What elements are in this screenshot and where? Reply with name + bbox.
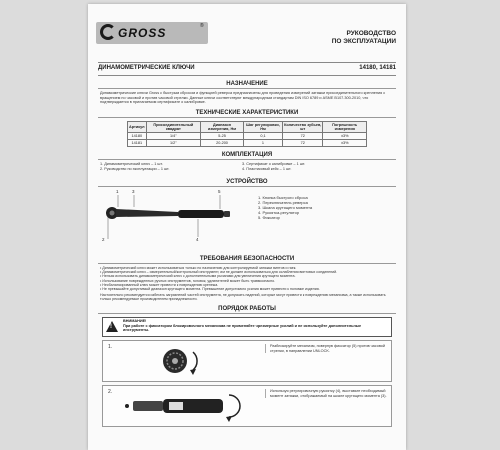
list-item: 5. Фиксатор: [258, 214, 280, 220]
kit-column-left: [100, 162, 169, 172]
knob-center: [172, 358, 178, 364]
manual-page: [88, 4, 406, 450]
rotate-arrow-icon: [229, 395, 240, 417]
specs-col-teeth: Количество зубьев, шт: [284, 122, 322, 131]
list-item: • Несбалансированный ключ может привести к повреждению крепежа.: [100, 282, 219, 287]
table-cell: ±3%: [323, 132, 367, 139]
product-title: ДИНАМОМЕТРИЧЕСКИЕ КЛЮЧИ: [98, 65, 195, 71]
set-torque-illustration: [113, 387, 263, 425]
list-item: 1. Кнопка быстрого сброса: [258, 194, 308, 200]
specs-col-step: Шаг регулировки, Нм: [243, 121, 282, 132]
list-item: • Использование поврежденных ручных инструментов, головок, удлинителей может быть травмоопасно.: [100, 278, 276, 283]
list-item: • Динамометрический ключ может использоваться только по назначению для контролируемой затяжки винтов и гаек.: [100, 265, 297, 270]
device-callouts: [258, 195, 312, 220]
logo-trademark: ®: [200, 23, 204, 29]
kit-heading: КОМПЛЕКТАЦИЯ: [98, 152, 396, 160]
table-cell: 72: [283, 139, 323, 146]
callout-number: 3: [132, 188, 135, 194]
arrow-head-icon: [226, 416, 232, 422]
list-item: • Динамометрический ключ – измерительный/контрольный инструмент, им не должен использоваться для ослабления винтовых соединений.: [100, 270, 338, 275]
step-text: Разблокируйте механизм, повернув фиксатор (5) против часовой стрелки, в направлении UNLOCK.: [265, 344, 387, 353]
list-item: Настоятельно рекомендуется избегать загрязнений частей инструмента, не допускать падений, которые могут привести к повреждению механизма, а также использовать только рекомендуемые производителем принадлежности.: [100, 292, 386, 301]
specs-heading: ТЕХНИЧЕСКИЕ ХАРАКТЕРИСТИКИ: [98, 110, 396, 118]
torque-scale-window: [169, 402, 183, 410]
document-title-line1: РУКОВОДСТВО: [346, 30, 396, 37]
logo-text: GROSS: [118, 26, 167, 40]
procedure-heading: ПОРЯДОК РАБОТЫ: [98, 306, 396, 314]
kit-list: [100, 162, 394, 174]
safety-list: [100, 266, 394, 301]
table-cell: 1/2": [146, 139, 200, 146]
warning-body: При работе с фиксатором блокировочного механизма не применяйте чрезмерные усилий и не используйте дополнительные инструменты.: [123, 323, 362, 333]
table-row: [128, 132, 367, 139]
table-cell: 14180: [128, 132, 147, 139]
logo-g-icon: [100, 24, 116, 40]
document-title-line2: ПО ЭКСПЛУАТАЦИИ: [331, 38, 396, 45]
callout-number: 4: [196, 236, 199, 242]
torque-wrench-illustration: [98, 189, 258, 249]
step-number: 1.: [108, 344, 113, 351]
list-item: 4. Рукоятка-регулятор: [258, 209, 300, 215]
list-item: 1. Динамометрический ключ – 1 шт.: [100, 161, 163, 166]
article-numbers: 14180, 14181: [359, 65, 396, 71]
list-item: 2. Переключатель реверса: [258, 199, 308, 205]
warning-exclamation-icon: !: [110, 324, 112, 331]
callout-number: 2: [102, 236, 105, 242]
handle-body: [133, 401, 163, 411]
document-title: [332, 30, 396, 46]
alignment-mark: [125, 404, 129, 408]
kit-column-right: [242, 162, 305, 172]
specs-col-article: Артикул: [128, 121, 147, 132]
table-cell: 0,1: [243, 132, 282, 139]
table-cell: 1: [243, 139, 282, 146]
purpose-text: Динамометрические ключи Gross с быстрым сбросом и функцией реверса предназначены для проведения измерений затяжки присоединительного крепления с вращением по часовой и против часовой стрелки. Данные ключи соответствуют международным стандартам DIN ISO 6789 и ASME B107.300-2010, что подтверждается в прилагаемом сертификате о калибровке.: [100, 91, 386, 105]
wrench-shaft: [116, 209, 178, 217]
device-heading: УСТРОЙСТВО: [98, 179, 396, 187]
specs-col-square: Присоединительный квадрат: [146, 121, 200, 132]
procedure-step-1: [102, 340, 392, 382]
specs-table: [127, 121, 367, 147]
rotate-arrow-icon: [193, 352, 197, 370]
device-diagram: [98, 189, 396, 251]
table-cell: ±3%: [323, 139, 367, 146]
table-cell: 14181: [128, 139, 147, 146]
gross-logo: [96, 22, 208, 44]
list-item: 4. Пластиковый кейс – 1 шт.: [242, 166, 292, 171]
warning-title: ВНИМАНИЕ!: [123, 319, 147, 324]
list-item: 3. Шкала крутящего момента: [258, 204, 313, 210]
unlock-illustration: [113, 342, 263, 380]
list-item: 2. Руководство по эксплуатации – 1 шт.: [100, 166, 170, 171]
step-number: 2.: [108, 389, 113, 396]
purpose-heading: НАЗНАЧЕНИЕ: [98, 81, 396, 89]
ratchet-square: [110, 210, 115, 215]
callout-number: 5: [218, 188, 221, 194]
warning-triangle-icon: [106, 321, 118, 332]
specs-col-accuracy: Погрешность измерения: [323, 121, 367, 132]
warning-note: [102, 317, 392, 337]
specs-header-row: [128, 121, 367, 132]
step-text: Используя регулировочную рукоятку (4), выставьте необходимый момент затяжки, отображаемый на шкале крутящего момента (3).: [265, 389, 387, 398]
table-cell: 5-25: [201, 132, 244, 139]
table-cell: 72: [283, 132, 323, 139]
warning-text: [123, 319, 387, 333]
callout-number: 1: [116, 188, 119, 194]
specs-col-range: Диапазон измерения, Нм: [201, 121, 244, 132]
product-title-row: [98, 62, 396, 76]
wrench-handle: [178, 210, 224, 218]
safety-heading: ТРЕБОВАНИЯ БЕЗОПАСНОСТИ: [98, 256, 396, 264]
list-item: 3. Сертификат о калибровке – 1 шт.: [242, 161, 306, 166]
wrench-lock-knob: [224, 211, 230, 217]
table-cell: 20-200: [201, 139, 244, 146]
list-item: • Не превышайте допустимый диапазон крутящего момента. Превышение допустимого усилия может привести к поломке изделия.: [100, 287, 320, 292]
table-row: [128, 139, 367, 146]
table-cell: 1/4": [146, 132, 200, 139]
procedure-step-2: [102, 385, 392, 427]
page-header: [88, 4, 406, 56]
arrow-head-icon: [190, 369, 196, 375]
list-item: • Нельзя использовать динамометрический ключ с дополнительными рычагами для увеличения крутящего момента.: [100, 274, 296, 279]
